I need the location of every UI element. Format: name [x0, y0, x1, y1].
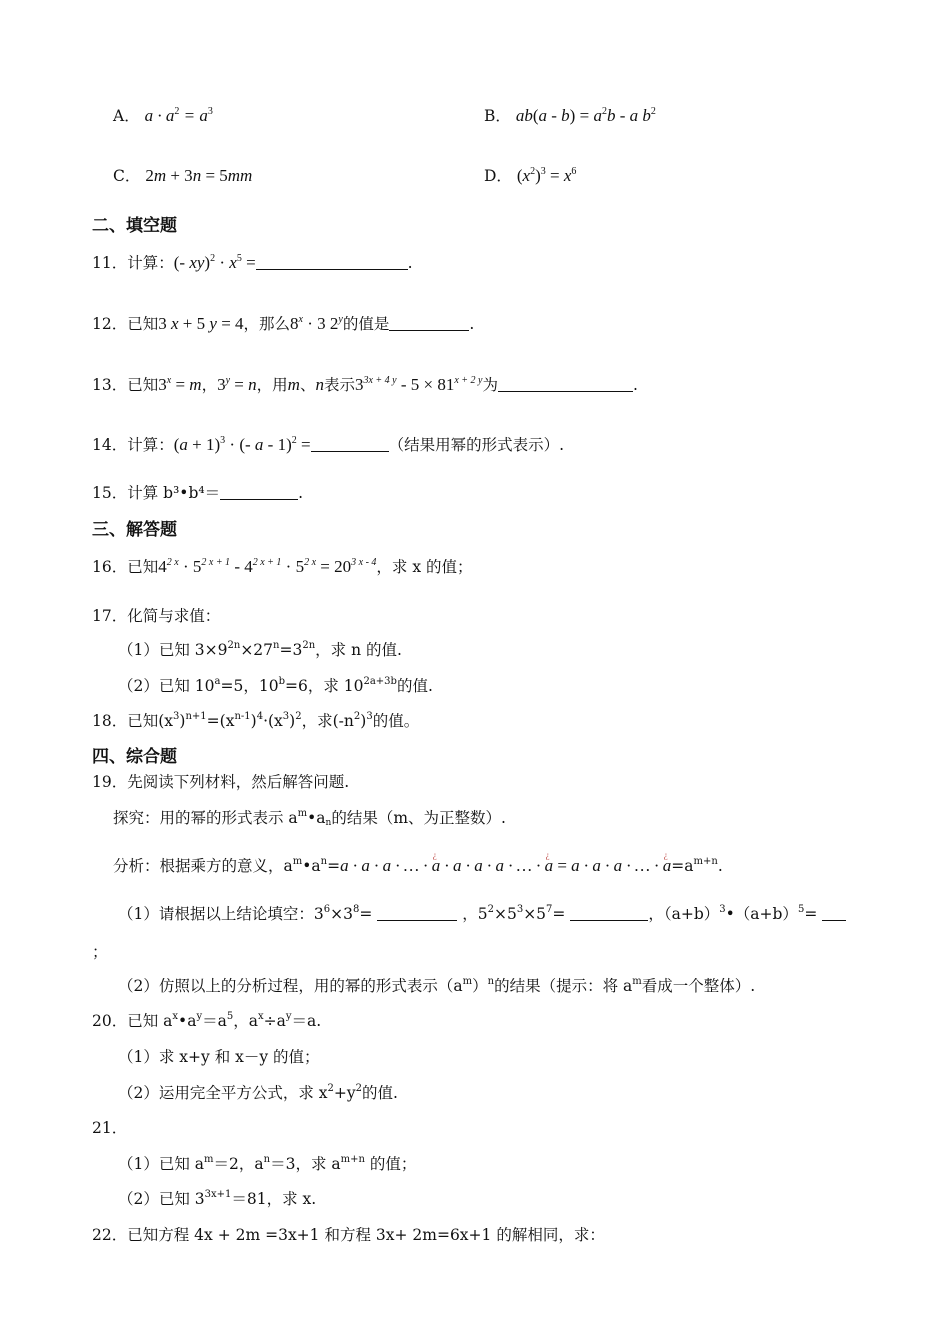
- question-18: 18．已知$(x^3)^{n+1}=(x^{n-1})^4\cdot(x^3)^2$，求$(-n^2)^3$的值。: [92, 711, 420, 730]
- choice-a-formula: $a \cdot a^2 = a^3$: [144, 106, 213, 125]
- choice-d-formula: $(x^2)^3 = x^6$: [516, 166, 577, 185]
- answer-blank[interactable]: [256, 253, 408, 270]
- question-19-part-2: （2）仿照以上的分析过程，用的幂的形式表示$(a^m)^n$的结果（提示：将 $a^m$看成一个整体）.: [118, 976, 756, 995]
- section-fill-blank-heading: 二、填空题: [92, 216, 177, 236]
- answer-blank[interactable]: [389, 314, 469, 331]
- choice-b: B． $ab(a - b) = a^2b - a$ $b^2$: [484, 106, 656, 125]
- question-21-part-1: （1）已知 $a^m=2$，$a^n=3$，求 $a^{m+n}$ 的值；: [118, 1154, 417, 1173]
- answer-blank[interactable]: [822, 904, 846, 921]
- question-13: 13．已知$3^x = m$，$3^y = n$，用m、n表示$3^{3x + 4 y} - 5 \times 81^{x + 2 y}$为 .: [92, 375, 638, 394]
- choice-c: C． 2m + 3n = 5mm: [113, 166, 253, 185]
- question-19-explore: 探究：用的幂的形式表示 $a^m•a_n$的结果（m、为正整数）.: [113, 808, 506, 828]
- answer-blank[interactable]: [498, 375, 633, 392]
- choice-c-formula: 2m + 3n = 5mm: [145, 166, 253, 185]
- answer-blank[interactable]: [377, 904, 457, 921]
- question-17-part-1: （1）已知 $3\times 9^{2n}\times 27^n=3^{2n}$，求 n 的值.: [118, 640, 402, 659]
- choice-b-formula: ab: [515, 106, 533, 125]
- question-17-part-2: （2）已知 $10^a=5$，$10^b=6$，求 $10^{2a+3b}$的值.: [118, 676, 433, 695]
- answer-blank[interactable]: [220, 483, 298, 500]
- section-comprehensive-heading: 四、综合题: [92, 747, 177, 767]
- question-20-part-1: （1）求 x+y 和 x－y 的值；: [118, 1048, 320, 1066]
- question-14: 14．计算：$(a + 1)^3$ · (- a - 1)$^2$ = （结果用幂的形式表示）.: [92, 435, 565, 454]
- answer-blank[interactable]: [311, 435, 389, 452]
- answer-blank[interactable]: [570, 904, 648, 921]
- question-22: 22．已知方程 4x + 2m =3x+1 和方程 3x+ 2m=6x+1 的解相同，求：: [92, 1226, 605, 1244]
- question-11: 11．计算：(- $xy)^2 \cdot x^5$ = .: [92, 253, 413, 272]
- question-15: 15．计算 b³•b⁴＝ .: [92, 484, 304, 502]
- question-17: 17．化简与求值：: [92, 607, 221, 625]
- question-21: 21．: [92, 1119, 128, 1137]
- choice-d: D． $(x^2)^3 = x^6$: [484, 166, 577, 185]
- analysis-expansion: a · a · a · … · ¿ a · a · a · a · … · ¿ a: [340, 856, 553, 875]
- question-20-part-2: （2）运用完全平方公式，求 $x^2+y^2$的值.: [118, 1083, 398, 1102]
- question-19-part-1: （1）请根据以上结论填空：$3^6\times 3^8=$ ，$5^2\times 5^3\times 5^7=$ ，$(a+b)^3•(a+b)^5=$: [118, 903, 846, 925]
- question-19: 19．先阅读下列材料，然后解答问题.: [92, 773, 350, 791]
- question-19-semicolon: ；: [92, 943, 108, 961]
- question-20: 20．已知 $a^x•a^y=a^5$，$a^x\div a^y=a$.: [92, 1011, 322, 1030]
- question-19-analysis: 分析：根据乘方的意义，$a^m•a^n=a \cdot a \cdot a$ · … · ¿ a · a · a · a · … · ¿ a = a · a · a · … · ¿ $a=a^{m+n}$.: [113, 855, 723, 877]
- choice-a: A． $a \cdot a^2 = a^3$: [113, 106, 213, 125]
- question-21-part-2: （2）已知 $3^{3x+1}=81$，求 x.: [118, 1189, 317, 1208]
- question-12: 12．已知3 x + 5 y = 4，那么$8^x \cdot 3$ 2$^y$的值是 .: [92, 314, 475, 333]
- question-16: 16．已知$4^{2 x} \cdot 5^{2 x + 1} - 4^{2 x + 1} \cdot 5^{2 x} = 20^{3 x - 4}$，求 x 的值；: [92, 557, 473, 576]
- section-solve-heading: 三、解答题: [92, 520, 177, 540]
